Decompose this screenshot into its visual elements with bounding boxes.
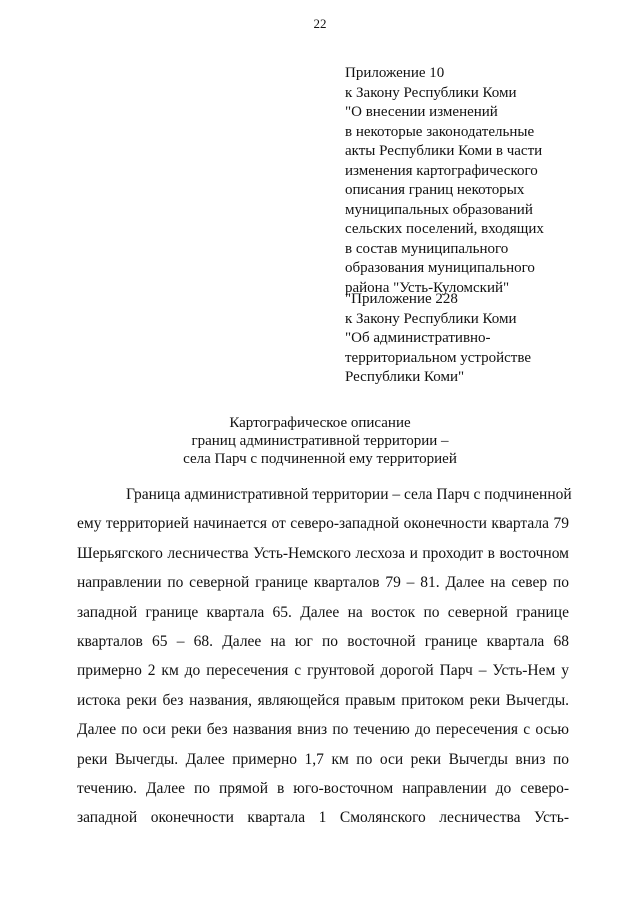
annex-10-line: "О внесении изменений (345, 104, 498, 120)
annex-10-line: района "Усть-Куломский" (345, 279, 510, 296)
annex-10-heading (345, 64, 544, 298)
body-line: Далее по оси реки без названия вниз по течению до пересечения с осью (77, 721, 569, 739)
title-line: границ административной территории – (191, 433, 449, 449)
body-line: направлении по северной границе кварталов 79 – 81. Далее на север по (77, 574, 569, 592)
annex-10-line: муниципальных образований (345, 201, 533, 218)
body-line: ему территорией начинается от северо-западной оконечности квартала 79 (77, 515, 569, 533)
annex-10-line: описания границ некоторых (345, 182, 525, 198)
body-line: Граница административной территории – села Парч с подчиненной (126, 486, 572, 503)
body-line: кварталов 65 – 68. Далее на юг по восточной границе квартала 68 (77, 633, 569, 651)
body-line: западной оконечности квартала 1 Смолянского лесничества Усть- (77, 809, 569, 827)
body-line: течению. Далее по прямой в юго-восточном направлении до северо- (77, 780, 569, 798)
annex-10-line: акты Республики Коми в части (345, 143, 543, 159)
annex-228-line: "Приложение 228 (345, 291, 458, 307)
body-line: западной границе квартала 65. Далее на восток по северной границе (77, 603, 569, 621)
title-line: села Парч с подчиненной ему территорией (183, 451, 457, 467)
annex-228-line: Республики Коми" (345, 369, 465, 385)
body-line: реки Вычегды. Далее примерно 1,7 км по оси реки Вычегды вниз по (77, 750, 569, 768)
page-number: 22 (313, 16, 327, 31)
annex-10-line: к Закону Республики Коми (345, 84, 517, 101)
body-line: Шерьягского лесничества Усть-Немского лесхоза и проходит в восточном (77, 544, 569, 562)
annex-228-line: "Об административно- (345, 330, 491, 346)
annex-10-line: изменения картографического (345, 162, 538, 179)
annex-10-line: в некоторые законодательные (345, 123, 535, 140)
annex-228-heading (345, 290, 531, 388)
annex-228-line: территориальном устройстве (345, 349, 532, 366)
body-paragraph (77, 480, 572, 833)
annex-228-line: к Закону Республики Коми (345, 310, 517, 327)
title-line: Картографическое описание (229, 415, 411, 431)
body-line: истока реки без названия, являющейся правым притоком реки Вычегды. (77, 691, 569, 709)
annex-10-line: Приложение 10 (345, 65, 445, 81)
annex-10-line: в состав муниципального (345, 240, 509, 257)
body-line: примерно 2 км до пересечения с грунтовой дорогой Парч – Усть-Нем у (77, 662, 569, 680)
annex-10-line: образования муниципального (345, 260, 535, 276)
annex-10-line: сельских поселений, входящих (345, 221, 544, 237)
document-title (0, 414, 640, 468)
